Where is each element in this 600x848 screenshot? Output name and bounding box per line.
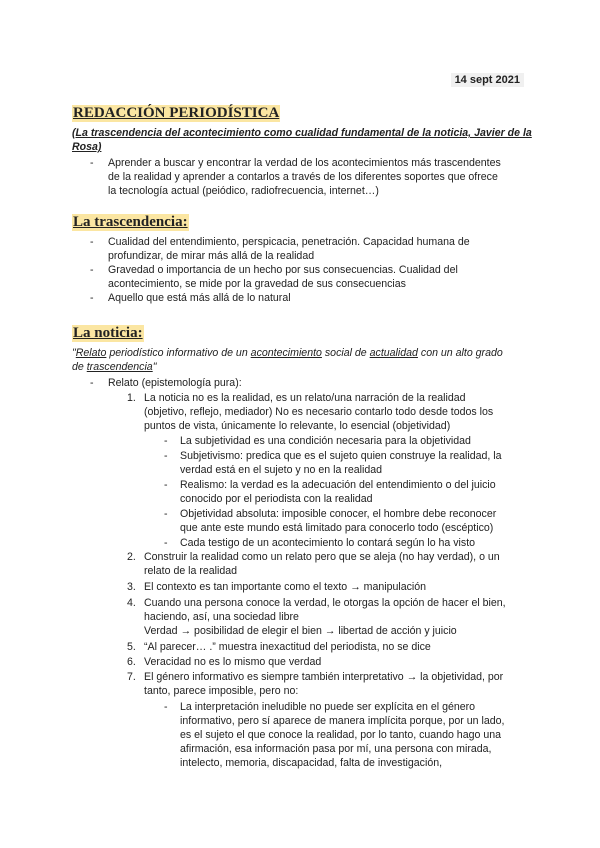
sub-item-line: es el sujeto el que conoce la realidad, por lo tanto, cuando hago una: [180, 729, 501, 741]
list-number: 7.: [127, 671, 136, 683]
sub-item-line: informativo, pero sí aparece de manera implícita porque, por un lado,: [180, 715, 505, 727]
section-heading-noticia: La noticia:: [73, 325, 143, 341]
numbered-item-line: Cuando una persona conoce la verdad, le otorgas la opción de hacer el bien,: [144, 597, 506, 609]
numbered-item-line: Veracidad no es lo mismo que verdad: [144, 656, 322, 668]
list-number: 6.: [127, 656, 136, 668]
intro-line: de la realidad y aprender a contarlos a través de los diferentes soportes que ofrece: [108, 171, 498, 183]
numbered-item-line: tanto, parece imposible, pero no:: [144, 685, 299, 697]
bullet-dash: -: [164, 537, 168, 549]
sub-item-line: Subjetivismo: predica que es el sujeto quien construye la realidad, la: [180, 450, 502, 462]
bullet-dash: -: [164, 508, 168, 520]
numbered-item-line: puntos de vista, únicamente lo relevante, lo esencial (objetividad): [144, 420, 451, 432]
numbered-item-line: La noticia no es la realidad, es un relato/una narración de la realidad: [144, 392, 466, 404]
list-item-line: Gravedad o importancia de un hecho por sus consecuencias. Cualidad del: [108, 264, 458, 276]
sub-item-line: conocido por el periodista con la realidad: [180, 493, 373, 505]
sub-item-line: La interpretación ineludible no puede ser explícita en el género: [180, 701, 476, 713]
list-item-line: acontecimiento, se mide por la gravedad de sus consecuencias: [108, 278, 406, 290]
numbered-item-line: Verdad → posibilidad de elegir el bien → libertad de acción y juicio: [144, 625, 457, 637]
list-number: 2.: [127, 551, 136, 563]
numbered-item-line: “Al parecer… .” muestra inexactitud del periodista, no se dice: [144, 641, 431, 653]
bullet-dash: -: [164, 450, 168, 462]
list-item-line: Aquello que está más allá de lo natural: [108, 292, 291, 304]
bullet-dash: -: [90, 377, 94, 389]
numbered-item-line: relato de la realidad: [144, 565, 238, 577]
numbered-item-line: Construir la realidad como un relato pero que se aleja (no hay verdad), o un: [144, 551, 500, 563]
list-number: 1.: [127, 392, 136, 404]
definition-line: de trascendencia": [72, 361, 157, 373]
list-item-line: Cualidad del entendimiento, perspicacia, penetración. Capacidad humana de: [108, 236, 470, 248]
sub-item-line: verdad está en el sujeto y no en la realidad: [180, 464, 383, 476]
intro-line: Aprender a buscar y encontrar la verdad de los acontecimientos más trascendentes: [108, 157, 501, 169]
bullet-dash: -: [90, 264, 94, 276]
bullet-dash: -: [164, 435, 168, 447]
sub-item-line: que ante este mundo está limitado para conocerlo todo (escéptico): [180, 522, 494, 534]
numbered-item-line: El género informativo es siempre también interpretativo → la objetividad, por: [144, 671, 504, 683]
sub-item-line: Realismo: la verdad es la adecuación del entendimiento o del juicio: [180, 479, 496, 491]
numbered-item-line: (objetivo, reflejo, mediador) No es necesario contarlo todo desde todos los: [144, 406, 494, 418]
intro-line: la tecnología actual (peiódico, radiofrecuencia, internet…): [108, 185, 379, 197]
numbered-item-line: haciendo, así, una sociedad libre: [144, 611, 299, 623]
list-number: 5.: [127, 641, 136, 653]
list-number: 3.: [127, 581, 136, 593]
date-label: 14 sept 2021: [451, 73, 524, 87]
document-subtitle: (La trascendencia del acontecimiento como cualidad fundamental de la noticia, Javier de la Rosa): [72, 127, 532, 153]
sub-item-line: afirmación, esa información pasa por mí, una persona con mirada,: [180, 743, 492, 755]
numbered-item-line: El contexto es tan importante como el texto → manipulación: [144, 581, 427, 593]
section-heading-trascendencia: La trascendencia:: [73, 214, 188, 230]
sub-item-line: Objetividad absoluta: imposible conocer, el hombre debe reconocer: [180, 508, 497, 520]
bullet-dash: -: [164, 479, 168, 491]
sub-item-line: Cada testigo de un acontecimiento lo contará según lo ha visto: [180, 537, 476, 549]
bullet-dash: -: [164, 701, 168, 713]
relato-label: Relato (epistemología pura):: [108, 377, 242, 389]
document-title: REDACCIÓN PERIODÍSTICA: [73, 105, 280, 121]
sub-item-line: intelecto, memoria, discapacidad, falta de investigación,: [180, 757, 443, 769]
list-item-line: profundizar, de mirar más allá de la realidad: [108, 250, 315, 262]
bullet-dash: -: [90, 236, 94, 248]
list-number: 4.: [127, 597, 136, 609]
bullet-dash: -: [90, 157, 94, 169]
sub-item-line: La subjetividad es una condición necesaria para la objetividad: [180, 435, 471, 447]
definition-line: "Relato periodístico informativo de un acontecimiento social de actualidad con un alto grado: [72, 347, 503, 359]
bullet-dash: -: [90, 292, 94, 304]
